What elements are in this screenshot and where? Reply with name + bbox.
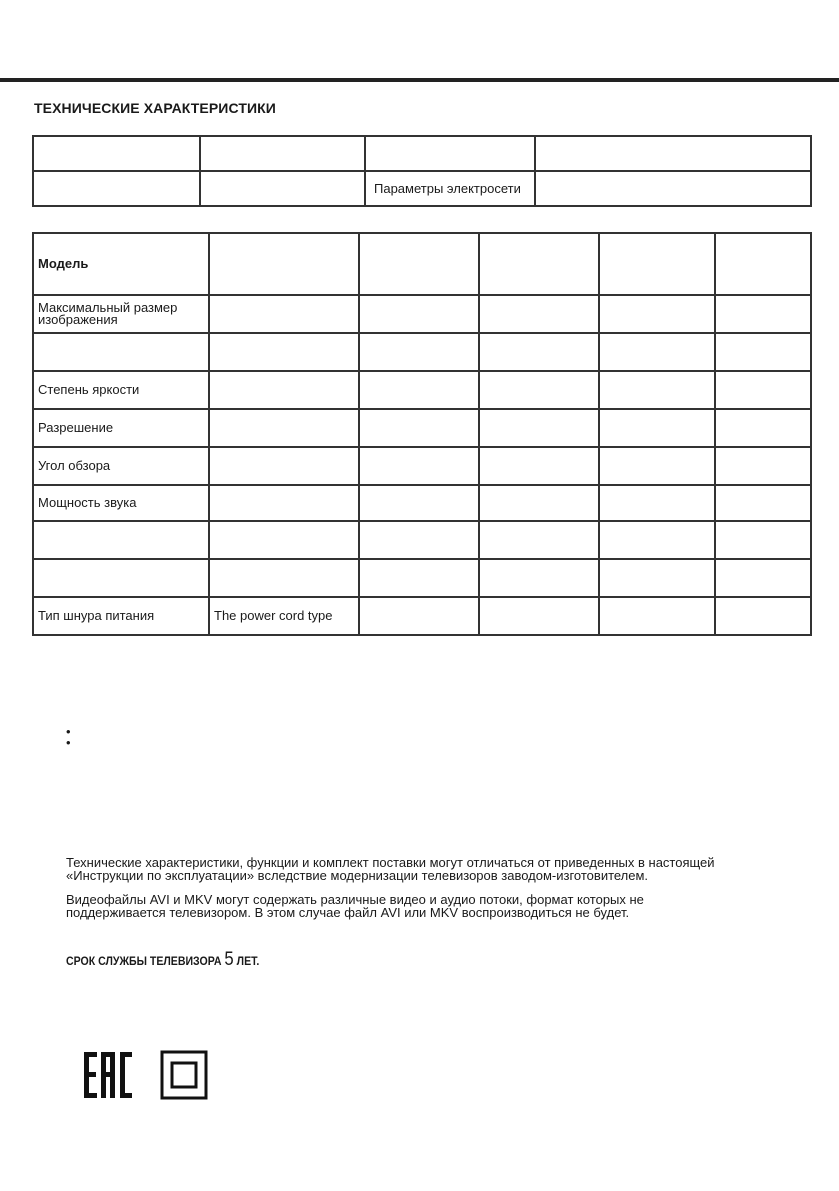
spec-value — [359, 521, 479, 559]
table-row — [33, 233, 811, 295]
class2-double-insulation-icon — [160, 1050, 210, 1100]
table-row — [33, 521, 811, 559]
spec-value — [209, 233, 359, 295]
table-row — [33, 485, 811, 521]
spec-value — [209, 521, 359, 559]
spec-value — [209, 333, 359, 371]
table-row — [33, 597, 811, 635]
spec-value — [359, 485, 479, 521]
spec-value — [359, 233, 479, 295]
spec-value — [209, 447, 359, 485]
table-cell — [535, 136, 811, 171]
spec-value — [479, 485, 599, 521]
spec-value — [599, 485, 715, 521]
spec-value — [715, 295, 811, 333]
notes — [66, 856, 776, 930]
spec-value — [209, 371, 359, 409]
spec-label: Мощность звука — [33, 485, 209, 521]
table-row — [33, 333, 811, 371]
table-cell — [33, 171, 200, 206]
service-life-number: 5 — [224, 949, 234, 970]
spec-label: Угол обзора — [33, 447, 209, 485]
spec-value — [359, 409, 479, 447]
eac-logo-icon — [82, 1050, 134, 1102]
spec-value — [599, 295, 715, 333]
table-row — [33, 171, 811, 206]
spec-value — [715, 447, 811, 485]
power-params-table — [32, 135, 812, 207]
spec-value — [359, 295, 479, 333]
spec-value — [715, 521, 811, 559]
section-title: ТЕХНИЧЕСКИЕ ХАРАКТЕРИСТИКИ — [34, 100, 276, 116]
table-cell — [200, 136, 365, 171]
spec-value — [209, 409, 359, 447]
spec-value — [599, 409, 715, 447]
spec-value — [479, 559, 599, 597]
table-row — [33, 371, 811, 409]
specs-table — [32, 232, 812, 636]
service-life-prefix: СРОК СЛУЖБЫ ТЕЛЕВИЗОРА — [66, 954, 222, 968]
spec-label — [33, 559, 209, 597]
spec-value — [715, 409, 811, 447]
spec-value — [599, 233, 715, 295]
spec-value — [209, 485, 359, 521]
spec-value — [479, 521, 599, 559]
spec-value — [359, 447, 479, 485]
bullet: • — [66, 735, 71, 750]
service-life-suffix: ЛЕТ. — [236, 954, 260, 968]
spec-label — [33, 333, 209, 371]
spec-value — [599, 559, 715, 597]
spec-value — [479, 333, 599, 371]
spec-value — [359, 371, 479, 409]
spec-label: Модель — [33, 233, 209, 295]
spec-value — [715, 485, 811, 521]
table-cell — [33, 136, 200, 171]
note-paragraph: Видеофайлы AVI и MKV могут содержать различные видео и аудио потоки, формат которых не поддерживается телевизором. В этом случае файл AVI или MKV воспроизводиться не будет. — [66, 892, 644, 920]
spec-value — [715, 371, 811, 409]
spec-value: The power cord type — [209, 597, 359, 635]
service-life — [66, 949, 259, 971]
spec-value — [479, 371, 599, 409]
spec-value — [599, 333, 715, 371]
spec-value — [359, 333, 479, 371]
spec-value — [209, 559, 359, 597]
spec-value — [479, 295, 599, 333]
spec-value — [715, 333, 811, 371]
spec-label: Максимальный размер изображения — [33, 295, 209, 333]
bullet-list — [66, 724, 71, 750]
table-row — [33, 295, 811, 333]
spec-label — [33, 521, 209, 559]
spec-value — [715, 559, 811, 597]
note-paragraph: Технические характеристики, функции и комплект поставки могут отличаться от приведенных в настоящей «Инструкции по эксплуатации» вследствие модернизации телевизоров заводом-изготовителем. — [66, 855, 715, 883]
power-params-label: Параметры электросети — [365, 171, 535, 206]
spec-value — [479, 233, 599, 295]
table-row — [33, 136, 811, 171]
header-rule — [0, 78, 839, 82]
spec-value — [715, 233, 811, 295]
spec-value — [599, 521, 715, 559]
table-row — [33, 409, 811, 447]
table-cell — [200, 171, 365, 206]
table-row — [33, 559, 811, 597]
spec-value — [599, 597, 715, 635]
spec-label: Разрешение — [33, 409, 209, 447]
spec-label: Степень яркости — [33, 371, 209, 409]
bullet: • — [66, 724, 71, 739]
spec-value — [479, 447, 599, 485]
table-cell — [365, 136, 535, 171]
spec-value — [359, 559, 479, 597]
spec-value — [479, 409, 599, 447]
spec-value — [599, 447, 715, 485]
spec-value — [479, 597, 599, 635]
spec-label: Тип шнура питания — [33, 597, 209, 635]
spec-value — [715, 597, 811, 635]
spec-value — [209, 295, 359, 333]
spec-value — [599, 371, 715, 409]
table-row — [33, 447, 811, 485]
table-cell — [535, 171, 811, 206]
spec-value — [359, 597, 479, 635]
